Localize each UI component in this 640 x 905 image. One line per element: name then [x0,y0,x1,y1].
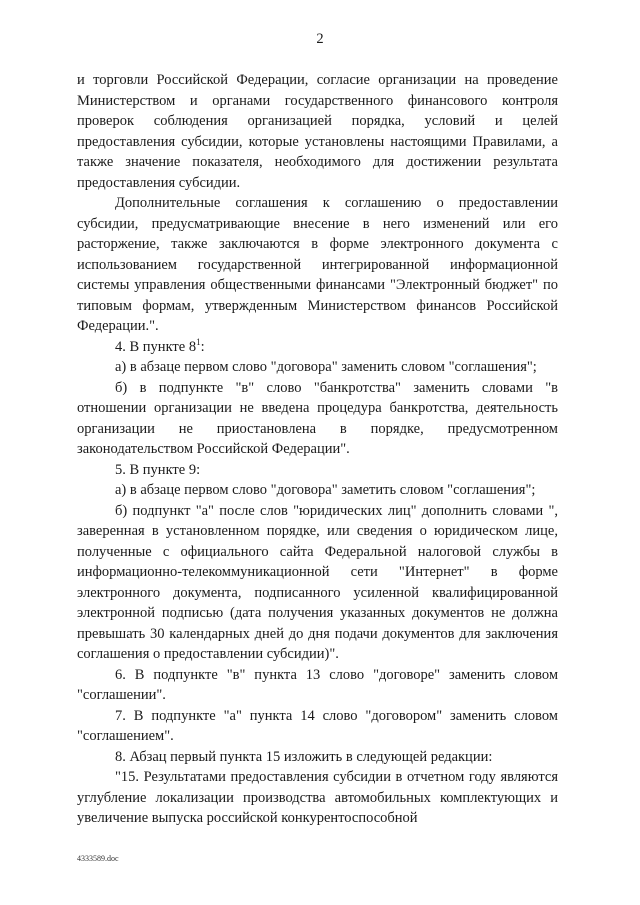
page-number: 2 [316,31,324,47]
document-body [77,70,558,829]
paragraph-item-15-quote: "15. Результатами предоставления субсидии в отчетном году являются углубление локализации производства автомобильных комплектующих и увеличение выпуска российской конкурентоспособной [77,769,558,826]
paragraph-item-6: 6. В подпункте "в" пункта 13 слово "договоре" заменить словом "соглашении". [77,666,558,703]
paragraph-item-4b: б) в подпункте "в" слово "банкротства" заменить словами "в отношении организации не введена процедура банкротства, деятельность организации не приостановлена в порядке, предусмотренном законодательством Российской Федерации". [77,379,558,457]
paragraph-continuation: и торговли Российской Федерации, согласие организации на проведение Министерством и органами государственного финансового контроля проверок соблюдения организацией порядка, условий и целей предоставления субсидии, которые установлены настоящими Правилами, а также значение показателя, необходимого для достижении результата предоставления субсидии. [77,72,558,191]
footer-file-name: 4333589.doc [77,854,119,863]
item-4-superscript: 1 [196,336,201,347]
paragraph-item-5a: а) в абзаце первом слово "договора" заметить словом "соглашения"; [115,482,536,498]
paragraph-item-5b: б) подпункт "а" после слов "юридических лиц" дополнить словами ", заверенная в установленном порядке, или сведения о юридическом лице, полученные с официального сайта Федеральной налоговой службы в информационно-телекоммуникационной сети "Интернет" в форме электронного документа, подписанного усиленной квалифицированной электронной подписью (дата получения указанных документов не должна превышать 30 календарных дней до дня подачи документов для заключения соглашения о предоставлении субсидии)". [77,502,558,662]
paragraph-item-8: 8. Абзац первый пункта 15 изложить в следующей редакции: [115,748,493,765]
item-4-text: 4. В пункте 8 [115,338,197,355]
paragraph-item-4a: а) в абзаце первом слово "договора" заменить словом "соглашения"; [115,359,537,375]
paragraph-item-5: 5. В пункте 9: [115,461,201,478]
paragraph-item-4 [77,337,558,358]
item-4-tail: : [200,338,205,355]
paragraph-item-7: 7. В подпункте "а" пункта 14 слово "договором" заменить словом "соглашением". [77,707,558,744]
paragraph-additional-agreements: Дополнительные соглашения к соглашению о предоставлении субсидии, предусматривающие внесение в него изменений или его расторжение, также заключаются в форме электронного документа с использованием государственной интегрированной информационной системы управления общественными финансами "Электронный бюджет" по типовым формам, утвержденным Министерством финансов Российской Федерации.". [77,195,558,334]
